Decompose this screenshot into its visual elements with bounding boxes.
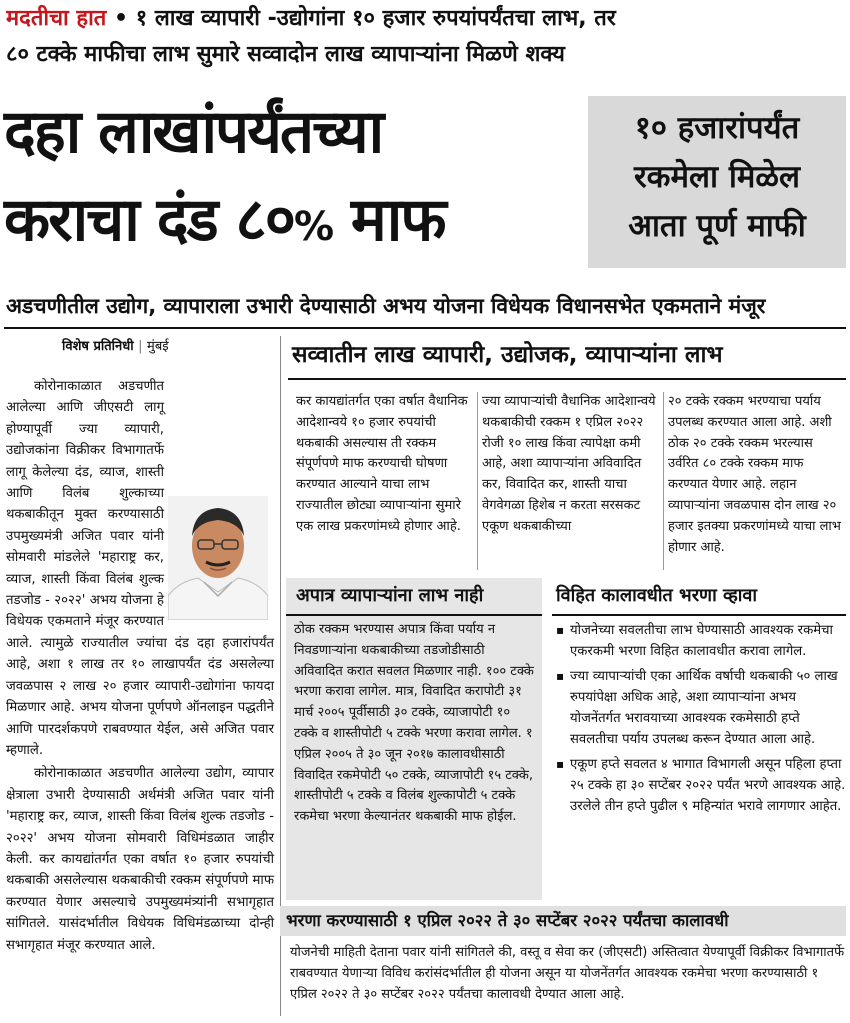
- left-paragraph-2: कोरोनाकाळात अडचणीत आलेल्या उद्योग, व्यापार क्षेत्राला उभारी देण्यासाठी अर्थमंत्री अजित पवार यांनी 'महाराष्ट्र कर, व्याज, शास्ती किंवा विलंब शुल्क तडजोड - २०२२' अभय योजना सोमवारी विधिमंडळात जाहीर केली. कर कायद्यांतर्गत एका वर्षात १० हजार रुपयांची थकबाकी असलेल्यास थकबाकीची रक्कम संपूर्णपणे माफ करण्यात येणार असल्याचे उपमुख्यमंत्र्यांनी सभागृहात सांगितले. यासंदर्भातील विधेयक विधिमंडळाच्या दोन्ही सभागृहात मंजूर करण्यात आले.: [6, 766, 274, 953]
- kicker-line-2: ८० टक्के माफीचा लाभ सुमारे सव्वादोन लाख व्यापाऱ्यांना मिळणे शक्य: [6, 42, 565, 67]
- byline-separator: |: [138, 339, 143, 354]
- section-1-column-3: २० टक्के रक्कम भरण्याचा पर्याय उपलब्ध करण्यात आला आहे. अशी ठोक २० टक्के रक्कम भरल्यास उर्वरित ८० टक्के रक्कम माफ करण्यात येणार आहे. लहान व्यापाऱ्यांना जवळपास दोन लाख २० हजार इतक्या प्रकरणांमध्ये याचा लाभ होणार आहे.: [668, 394, 841, 555]
- headline-line-1: दहा लाखांपर्यंतच्या: [4, 97, 383, 167]
- left-paragraph-1-text: कोरोनाकाळात अडचणीत आलेल्या आणि जीएसटी लागू होण्यापूर्वी ज्या व्यापारी, उद्योजकांना विक्रीकर विभागातर्फे लागू केलेल्या दंड, व्याज, शास्ती आणि विलंब शुल्काच्या थकबाकीतून मुक्त करण्यासाठी उपमुख्यमंत्री अजित पवार यांनी सोमवारी मांडलेले 'महाराष्ट्र कर, व्याज, शास्ती किंवा विलंब शुल्क तडजोड - २०२२' अभय योजना हे विधेयक एकमताने मंजूर करण्यात आले. त्यामुळे राज्यातील ज्यांचा दंड दहा हजारांपर्यंत आहे, अशा १ लाख तर १० लाखापर्यंत दंड असलेल्या जवळपास २ लाख २० हजार व्यापारी-उद्योगांना फायदा मिळणार आहे. अभय योजना पूर्णपणे ऑनलाइन पद्धतीने आणि पारदर्शकपणे राबवण्यात येईल, असे अजित पवार म्हणाले.: [6, 379, 274, 758]
- portrait-photo: [168, 496, 268, 620]
- headline-percent: %: [293, 204, 333, 250]
- section-2-heading: अपात्र व्यापाऱ्यांना लाभ नाही: [296, 585, 484, 606]
- section-3-rule: [552, 614, 846, 616]
- kicker-text-1: १ लाख व्यापारी -उद्योगांना १० हजार रुपयांपर्यंतचा लाभ, तर: [135, 6, 616, 31]
- section-3-item-3: ▪ एकूण हप्ते सवलत ४ भागात विभागली असून पहिला हप्ता २५ टक्के हा ३० सप्टेंबर २०२२ पर्यंत भरणे आवश्यक आहे. उरलेले तीन हप्ते पुढील ९ महिन्यांत भरावे लागणार आहेत.: [556, 754, 846, 817]
- byline-location: मुंबई: [147, 339, 169, 354]
- section-1-column-2: ज्या व्यापाऱ्यांची वैधानिक आदेशान्वये थकबाकीची रक्कम १ एप्रिल २०२२ रोजी १० लाख किंवा त्यापेक्षा कमी आहे, अशा व्यापाऱ्यांना अविवादित कर, विवादित कर, शास्ती याचा वेगवेगळा हिशेब न करता सरसकट एकूण थकबाकीच्या: [482, 394, 656, 534]
- section-1-column-1: कर कायद्यांतर्गत एका वर्षात वैधानिक आदेशान्वये १० हजार रुपयांची थकबाकी असल्यास ती रक्कम संपूर्णपणे माफ करण्याची घोषणा करण्यात आल्याने याचा लाभ राज्यातील छोट्या व्यापाऱ्यांना सुमारे एक लाख प्रकरणांमध्ये होणार आहे.: [296, 394, 468, 534]
- side-box-line-2: रकमेला मिळेल: [633, 159, 800, 195]
- section-3-heading: विहित कालावधीत भरणा व्हावा: [556, 585, 758, 606]
- section-3-item-1: ▪ योजनेच्या सवलतीचा लाभ घेण्यासाठी आवश्यक रकमेचा एकरकमी भरणा विहित कालावधीत करावा लागेल.: [556, 620, 846, 662]
- byline: [62, 336, 272, 354]
- section-1-vrule-1: [477, 392, 478, 570]
- side-box: [588, 96, 846, 268]
- headline: [4, 88, 582, 278]
- kicker-bullet: •: [114, 6, 129, 31]
- deck-subheadline: अडचणीतील उद्योग, व्यापाराला उभारी देण्यासाठी अभय योजना विधेयक विधानसभेत एकमताने मंजूर: [6, 294, 766, 318]
- side-box-line-3: आता पूर्ण माफी: [628, 208, 806, 244]
- left-column: [6, 376, 274, 956]
- headline-line-2-a: कराचा दंड ८०: [4, 185, 294, 255]
- section-2-rule: [286, 614, 542, 616]
- section-1-vrule-2: [663, 392, 664, 570]
- section-3-item-2: ▪ ज्या व्यापाऱ्यांची एका आर्थिक वर्षाची थकबाकी ५० लाख रुपयांपेक्षा अधिक आहे, अशा व्यापाऱ्यांना अभय योजनेंतर्गत भरावयाच्या आवश्यक रकमेसाठी हप्ते सवलतीचा पर्याय उपलब्ध करून देण्यात आला आहे.: [556, 666, 846, 750]
- byline-author: विशेष प्रतिनिधी: [62, 339, 134, 354]
- side-box-line-1: १० हजारांपर्यंत: [634, 110, 800, 146]
- section-4-heading: भरणा करण्यासाठी १ एप्रिल २०२२ ते ३० सप्टेंबर २०२२ पर्यंतचा कालावधी: [286, 911, 729, 930]
- section-4-body: योजनेची माहिती देताना पवार यांनी सांगितले की, वस्तू व सेवा कर (जीएसटी) अस्तित्वात येण्यापूर्वी विक्रीकर विभागातर्फे राबवण्यात येणाऱ्या विविध करांसंदर्भातील ही योजना असून या योजनेंतर्गत आवश्यक रकमेचा भरणा करण्यासाठी १ एप्रिल २०२२ ते ३० सप्टेंबर २०२२ पर्यंतचा कालावधी देण्यात आला आहे.: [290, 945, 845, 1002]
- portrait-image: [168, 496, 268, 620]
- section-2-body: ठोक रक्कम भरण्यास अपात्र किंवा पर्याय न निवडणाऱ्यांना थकबाकीच्या तडजोडीसाठी अविवादित करात सवलत मिळणार नाही. १०० टक्के भरणा करावा लागेल. मात्र, विवादित करापोटी ३१ मार्च २००५ पूर्वीसाठी ३० टक्के, व्याजापोटी १० टक्के व शास्तीपोटी ५ टक्के भरणा करावा लागेल. १ एप्रिल २००५ ते ३० जून २०१७ कालावधीसाठी विवादित रकमेपोटी ५० टक्के, व्याजापोटी १५ टक्के, शास्तीपोटी ५ टक्के व विलंब शुल्कापोटी ५ टक्के रकमेचा भरणा केल्यानंतर थकबाकी माफ होईल.: [294, 622, 534, 825]
- section-3-list: [556, 620, 846, 821]
- section-1-heading: सव्वातीन लाख व्यापारी, उद्योजक, व्यापाऱ्यांना लाभ: [292, 342, 723, 368]
- deck-divider: [4, 327, 846, 329]
- headline-line-2-b: माफ: [332, 185, 445, 255]
- headline-line-2: [4, 176, 582, 271]
- section-1-rule: [288, 378, 846, 380]
- kicker-label: मदतीचा हात: [6, 6, 107, 31]
- kicker-line-1: [6, 4, 846, 34]
